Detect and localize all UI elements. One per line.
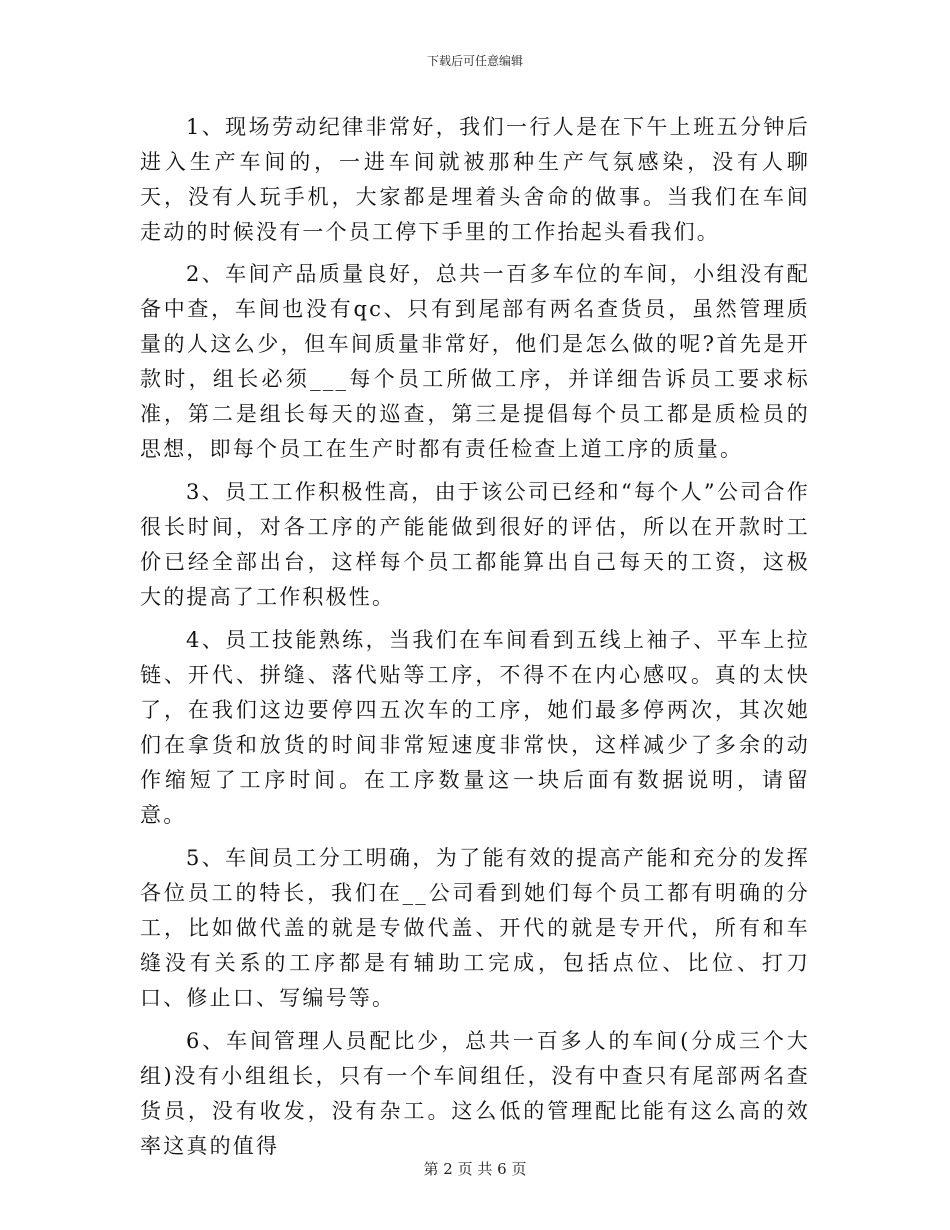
paragraph-1: 1、现场劳动纪律非常好，我们一行人是在下午上班五分钟后进入生产车间的，一进车间就被那种生产气氛感染，没有人聊天，没有人玩手机，大家都是埋着头舍命的做事。当我们在车间走动的时候没有一个员工停下手里的工作抬起头看我们。 — [140, 115, 810, 244]
paragraph-2: 2、车间产品质量良好，总共一百多车位的车间，小组没有配备中查，车间也没有qc、只有到尾部有两名查货员，虽然管理质量的人这么少，但车间质量非常好，他们是怎么做的呢?首先是开款时，组长必须___每个员工所做工序，并详细告诉员工要求标准，第二是组长每天的巡查，第三是提倡每个员工都是质检员的思想，即每个员工在生产时都有责任检查上道工序的质量。 — [140, 262, 810, 461]
paragraph-4: 4、员工技能熟练，当我们在车间看到五线上袖子、平车上拉链、开代、拼缝、落代贴等工序，不得不在内心感叹。真的太快了，在我们这边要停四五次车的工序，她们最多停两次，其次她们在拿货和放货的时间非常短速度非常快，这样减少了多余的动作缩短了工序时间。在工序数量这一块后面有数据说明，请留意。 — [140, 628, 810, 827]
paragraph-6: 6、车间管理人员配比少，总共一百多人的车间(分成三个大组)没有小组组长，只有一个车间组任，没有中查只有尾部两名查货员，没有收发，没有杂工。这么低的管理配比能有这么高的效率这真的值得 — [140, 1029, 810, 1158]
paragraph-5: 5、车间员工分工明确，为了能有效的提高产能和充分的发挥各位员工的特长，我们在__公司看到她们每个员工都有明确的分工，比如做代盖的就是专做代盖、开代的就是专开代，所有和车缝没有关系的工序都是有辅助工完成，包括点位、比位、打刀口、修止口、写编号等。 — [140, 846, 810, 1010]
page-number: 第 2 页 共 6 页 — [423, 1160, 527, 1178]
page-header: 下载后可任意编辑 — [426, 54, 523, 68]
document-body — [140, 110, 810, 1164]
paragraph-3: 3、员工工作积极性高，由于该公司已经和“每个人”公司合作很长时间，对各工序的产能能做到很好的评估，所以在开款时工价已经全部出台，这样每个员工都能算出自己每天的工资，这极大的提高了工作积极性。 — [140, 480, 810, 609]
